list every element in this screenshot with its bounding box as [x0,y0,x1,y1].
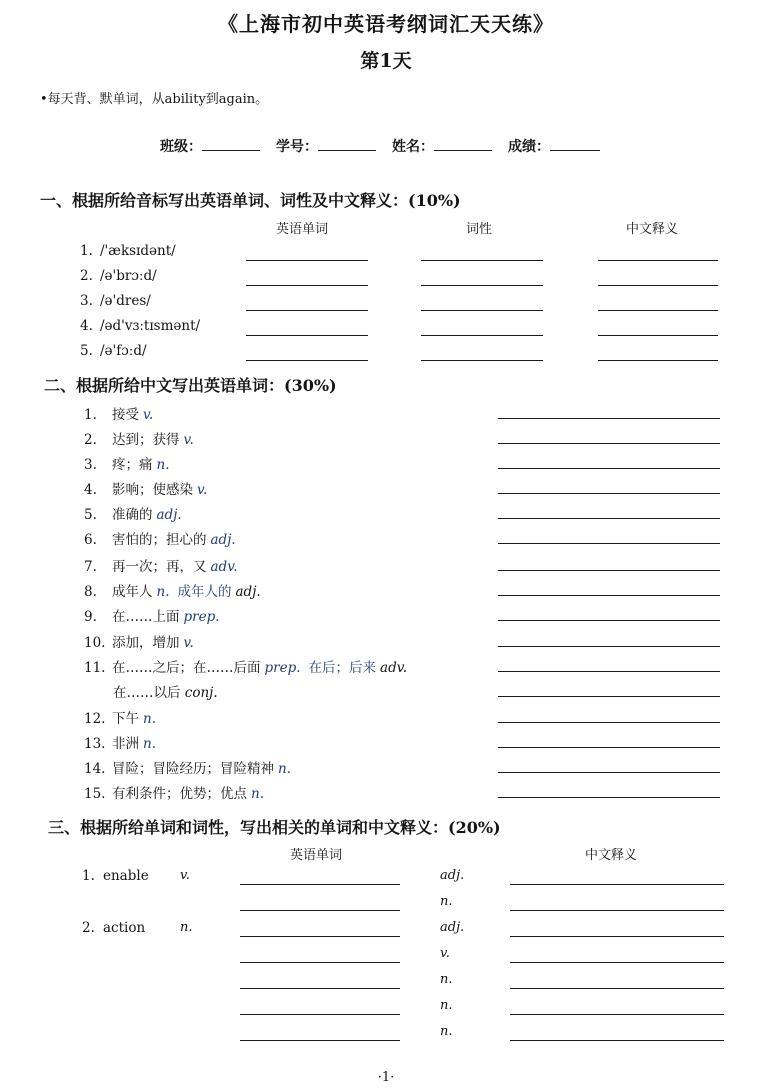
section3-meaning-blank[interactable] [510,988,724,989]
section2-item-chinese: 下午 [112,711,139,727]
section2-item [84,478,207,498]
section3-target-pos: n. [440,998,453,1013]
section3-target-pos: adj. [440,920,465,935]
section3-meaning-blank[interactable] [510,936,724,937]
section2-item-chinese: 在……之后；在……后面 [112,660,261,676]
section2-item-number: 5. [84,507,97,523]
section2-item-chinese: 非洲 [112,736,139,752]
class-blank[interactable] [202,136,260,151]
section2-item-chinese: 影响；使感染 [112,482,193,498]
section3-target-pos: v. [440,946,450,961]
section2-item-chinese: 冒险；冒险经历；冒险精神 [112,761,274,777]
name-field[interactable] [392,136,492,156]
section3-meaning-blank[interactable] [510,962,724,963]
section2-answer-blank[interactable] [498,518,720,519]
section2-answer-blank[interactable] [498,570,720,571]
section3-word-blank[interactable] [240,988,400,989]
section2-answer-blank[interactable] [498,671,720,672]
score-blank[interactable] [550,136,600,151]
number-label: 学号： [276,139,318,155]
section1-item-number: 1. [80,243,93,259]
section2-item-pos: v. [197,482,208,498]
name-label: 姓名： [392,139,434,155]
section1-meaning-blank[interactable] [598,360,718,361]
day-heading: 第1天 [360,50,412,72]
section2-answer-blank[interactable] [498,543,720,544]
section2-item-number: 4. [84,482,97,498]
section3-word-blank[interactable] [240,910,400,911]
section2-item-chinese: 准确的 [112,507,153,523]
section2-answer-blank[interactable] [498,418,720,419]
section1-meaning-blank[interactable] [598,285,718,286]
class-field[interactable] [160,136,260,156]
section2-item-pos: v. [183,635,194,651]
section2-item [84,503,182,523]
section2-answer-blank[interactable] [498,722,720,723]
class-label: 班级： [160,139,202,155]
section1-word-blank[interactable] [246,360,368,361]
section2-item-number: 8. [84,584,97,600]
section2-item [84,757,291,777]
section2-item-pos: adj. [156,507,182,523]
section2-item [84,403,153,423]
section2-answer-blank[interactable] [498,747,720,748]
section2-item-chinese: 接受 [112,407,139,423]
number-blank[interactable] [318,136,376,151]
section1-item-number: 5. [80,343,93,359]
section2-item-chinese: 有利条件；优势；优点 [112,786,247,802]
section3-item-number: 2. [82,920,95,936]
section2-answer-blank[interactable] [498,468,720,469]
section3-target-pos: n. [440,894,453,909]
section2-answer-blank[interactable] [498,595,720,596]
section2-item-number: 1. [84,407,97,423]
section2-item [84,631,194,651]
section1-col-meaning: 中文释义 [626,222,679,237]
section1-col-word: 英语单词 [276,222,329,237]
section2-answer-blank[interactable] [498,696,720,697]
item11-extra-pos: conj. [184,685,218,701]
section3-target-pos: n. [440,972,453,987]
section2-item-pos: v. [183,432,194,448]
section1-item-phonetic: /əd'vɜːtɪsmənt/ [100,318,201,334]
section2-answer-blank[interactable] [498,797,720,798]
section3-word-blank[interactable] [240,1040,400,1041]
section3-meaning-blank[interactable] [510,884,724,885]
section1-meaning-blank[interactable] [598,310,718,311]
section3-word-blank[interactable] [240,962,400,963]
section2-item [84,605,220,625]
score-label: 成绩： [508,139,550,155]
section2-item-number: 3. [84,457,97,473]
section1-item-number: 2. [80,268,93,284]
section3-col-meaning: 中文释义 [585,848,638,863]
section3-target-pos: adj. [440,868,465,883]
section2-item-number: 11. [84,660,106,676]
section3-col-word: 英语单词 [290,848,343,863]
section2-item [84,528,236,548]
section2-item-pos: n. [143,711,156,727]
section1-word-blank[interactable] [246,285,368,286]
section2-item [84,453,170,473]
section2-item-number: 15. [84,786,106,802]
section2-item-pos: n. [156,584,170,600]
section1-word-blank[interactable] [246,260,368,261]
section2-item-number: 7. [84,559,97,575]
section1-word-blank[interactable] [246,310,368,311]
section2-item [84,782,264,802]
section2-item-chinese-2: 成年人的 [177,584,232,600]
instruction-note: •每天背、默单词，从ability到again。 [40,92,269,107]
section3-word-blank[interactable] [240,884,400,885]
section2-item-number: 10. [84,635,106,651]
section1-word-blank[interactable] [246,335,368,336]
section2-item-chinese: 再一次；再，又 [112,559,207,575]
section2-item [84,732,156,752]
section3-title: 三、根据所给单词和词性，写出相关的单词和中文释义：(20%) [48,818,501,837]
section1-item-phonetic: /ə'brɔːd/ [100,268,157,284]
section2-item [84,555,238,575]
section3-word-blank[interactable] [240,1014,400,1015]
section2-answer-blank[interactable] [498,493,720,494]
section2-item-pos-2: adj. [235,584,261,600]
section2-item-pos: n. [251,786,264,802]
section2-item-pos: prep. [264,660,301,676]
section2-answer-blank[interactable] [498,772,720,773]
section2-item-chinese: 成年人 [112,584,153,600]
section2-answer-blank[interactable] [498,443,720,444]
section2-item-number: 9. [84,609,97,625]
section1-item-number: 3. [80,293,93,309]
section2-answer-blank[interactable] [498,620,720,621]
section3-meaning-blank[interactable] [510,1014,724,1015]
section2-item-number: 6. [84,532,97,548]
section1-item-phonetic: /'æksɪdənt/ [100,243,176,259]
section1-meaning-blank[interactable] [598,335,718,336]
section2-item-number: 2. [84,432,97,448]
section2-item-pos: v. [143,407,154,423]
section1-meaning-blank[interactable] [598,260,718,261]
section3-item-pos: v. [180,868,190,883]
section2-item [84,580,261,600]
section3-meaning-blank[interactable] [510,910,724,911]
section3-item-word: action [103,920,146,936]
section3-item-word: enable [103,868,149,884]
section1-title: 一、根据所给音标写出英语单词、词性及中文释义：(10%) [40,191,461,210]
section2-item-pos-2: adv. [380,660,408,676]
section2-item-pos: adj. [210,532,236,548]
section1-pos-blank[interactable] [421,260,543,261]
section3-meaning-blank[interactable] [510,1040,724,1041]
section2-item [84,707,156,727]
name-blank[interactable] [434,136,492,151]
section1-col-pos: 词性 [466,222,493,237]
section2-item-chinese: 害怕的；担心的 [112,532,207,548]
section1-pos-blank[interactable] [421,335,543,336]
section2-item-pos: prep. [183,609,220,625]
section2-item [84,656,407,676]
item11-extra-cn: 在……以后 [113,685,181,701]
section2-title: 二、根据所给中文写出英语单词：(30%) [44,376,337,395]
section2-item-chinese: 疼；痛 [112,457,153,473]
section2-answer-blank[interactable] [498,646,720,647]
section2-item-pos: adv. [210,559,238,575]
section1-item-phonetic: /ə'dres/ [100,293,151,309]
section2-item-chinese: 在……上面 [112,609,180,625]
section3-item-number: 1. [82,868,95,884]
section2-item-chinese: 添加，增加 [112,635,180,651]
section2-item-chinese: 达到；获得 [112,432,180,448]
section1-item-phonetic: /ə'fɔːd/ [100,343,147,359]
section3-target-pos: n. [440,1024,453,1039]
section3-word-blank[interactable] [240,936,400,937]
page-number: ·1· [377,1070,395,1085]
section2-item-number: 13. [84,736,106,752]
section2-item-chinese-2: 在后；后来 [308,660,377,676]
section2-item-pos: n. [143,736,156,752]
section2-item-number: 14. [84,761,106,777]
section1-pos-blank[interactable] [421,310,543,311]
section2-item11-extra [113,681,218,701]
section1-item-number: 4. [80,318,93,334]
section1-pos-blank[interactable] [421,285,543,286]
section1-pos-blank[interactable] [421,360,543,361]
section3-item-pos: n. [180,920,193,935]
section2-item-pos: n. [156,457,170,473]
page-title: 《上海市初中英语考纲词汇天天练》 [218,12,554,36]
section2-item-pos: n. [278,761,291,777]
section2-item-number: 12. [84,711,106,727]
score-field[interactable] [508,136,600,156]
number-field[interactable] [276,136,376,156]
section2-item [84,428,194,448]
